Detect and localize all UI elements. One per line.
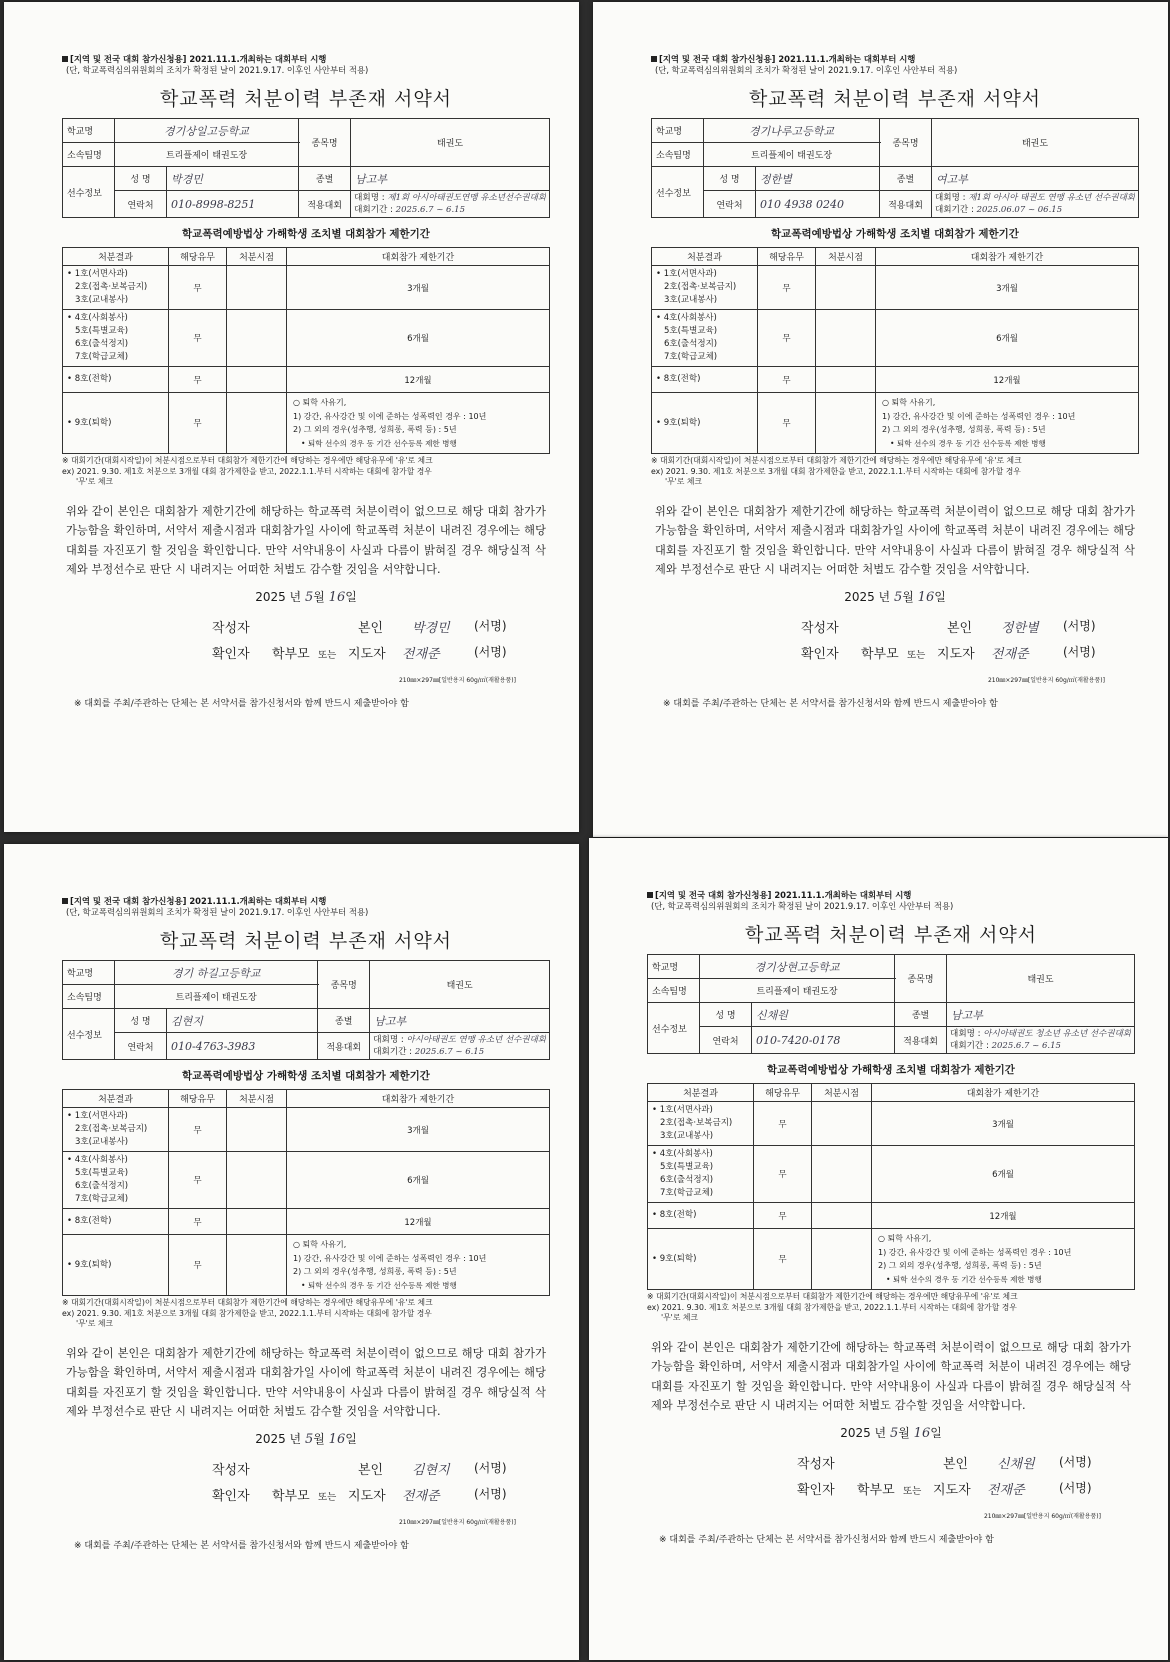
header-time: 처분시점 [816, 248, 876, 266]
pledge-sheet-3 [4, 844, 579, 1660]
contact-label: 연락처 [115, 191, 167, 218]
pledge-sheet-2 [593, 2, 1168, 837]
table-row: • 1호(서면사과) 2호(접촉·보복금지) 3호(교내봉사) 무 3개월 [652, 266, 1139, 310]
coach-label: 지도자 [348, 1488, 386, 1504]
contact-label: 연락처 [115, 1033, 167, 1060]
form-title: 학교폭력 처분이력 부존재 서약서 [744, 924, 1038, 946]
table-row: • 8호(전학) 무 12개월 [63, 1209, 550, 1235]
team-label: 소속팀명 [648, 979, 700, 1003]
school-label: 학교명 [652, 119, 704, 143]
table-row: • 4호(사회봉사) 5호(특별교육) 6호(출석정지) 7호(학급교체) 무 6개월 [63, 1152, 550, 1209]
restriction-subtitle: 학교폭력예방법상 가해학생 조치별 대회참가 제한기간 [767, 1064, 1015, 1076]
restriction-subtitle: 학교폭력예방법상 가해학생 조치별 대회참가 제한기간 [182, 228, 430, 240]
or-label: 또는 [907, 649, 926, 661]
table-row: • 1호(서면사과) 2호(접촉·보복금지) 3호(교내봉사) 무 3개월 [648, 1102, 1135, 1146]
table-row: • 9호(퇴학) 무 ○ 퇴학 사유기, 1) 강간, 유사강간 및 이에 준하는 성폭력인 경우 : 10년 2) 그 외의 경우(성추행, 성희롱, 폭력 등) : 5년 • 퇴학 선수의 경우 동 기간 선수등록 제한 병행 [63, 1235, 550, 1296]
restriction-subtitle: 학교폭력예방법상 가해학생 조치별 대회참가 제한기간 [182, 1070, 430, 1082]
table-row: • 8호(전학) 무 12개월 [63, 367, 550, 393]
player-info-table [651, 118, 1139, 218]
square-bullet-icon [62, 898, 68, 904]
table-row: • 4호(사회봉사) 5호(특별교육) 6호(출석정지) 7호(학급교체) 무 6개월 [63, 310, 550, 367]
applied-contest-value: 대회명 : 아시아태권도 청소년 유소년 선수권대회 대회기간 : 2025.6.7 ~ 6.15 [947, 1027, 1135, 1054]
or-label: 또는 [903, 1485, 922, 1497]
header-limit: 대회참가 제한기간 [287, 248, 550, 266]
header-limit: 대회참가 제한기간 [872, 1084, 1135, 1102]
header-time: 처분시점 [227, 248, 287, 266]
category-value: 남고부 [947, 1003, 1135, 1027]
applied-contest-label: 적용대회 [880, 191, 932, 218]
player-info-label: 선수정보 [648, 1003, 700, 1054]
pledge-date: 2025 년 5월 16일 [844, 589, 946, 605]
pledge-form [647, 890, 1135, 1545]
self-signature: 박경민 [412, 620, 450, 636]
name-label: 성 명 [700, 1003, 752, 1027]
self-label: 본인 [947, 620, 973, 636]
header-result: 처분결과 [63, 1090, 169, 1108]
contact-value: 010 4938 0240 [756, 191, 880, 218]
event-value: 태권도 [351, 119, 550, 167]
pledge-form [651, 54, 1139, 709]
category-label: 종별 [318, 1009, 370, 1033]
restriction-table [651, 247, 1139, 454]
notice-line-2: (단, 학교폭력심의위원회의 조치가 확정된 날이 2021.9.17. 이후인 사안부터 적용) [66, 907, 369, 917]
coach-sign-paren: (서명) [1063, 644, 1096, 659]
team-value: 트리플제이 태권도장 [700, 979, 895, 1003]
self-signature: 신채원 [997, 1456, 1035, 1472]
header-result: 처분결과 [652, 248, 758, 266]
notice-line-2: (단, 학교폭력심의위원회의 조치가 확정된 날이 2021.9.17. 이후인 사안부터 적용) [66, 65, 369, 75]
restriction-table [647, 1083, 1135, 1290]
school-label: 학교명 [63, 119, 115, 143]
table-row: • 4호(사회봉사) 5호(특별교육) 6호(출석정지) 7호(학급교체) 무 6개월 [648, 1146, 1135, 1203]
event-label: 종목명 [895, 955, 947, 1003]
event-label: 종목명 [880, 119, 932, 167]
contact-value: 010-7420-0178 [752, 1027, 895, 1054]
name-label: 성 명 [115, 1009, 167, 1033]
player-info-label: 선수정보 [63, 167, 115, 218]
bottom-note: ※ 대회를 주최/주관하는 단체는 본 서약서를 참가신청서와 함께 반드시 제출받아야 함 [663, 698, 998, 709]
event-value: 태권도 [947, 955, 1135, 1003]
notice-line-2: (단, 학교폭력심의위원회의 조치가 확정된 날이 2021.9.17. 이후인 사안부터 적용) [655, 65, 958, 75]
category-label: 종별 [895, 1003, 947, 1027]
category-label: 종별 [299, 167, 351, 191]
name-value: 박경민 [167, 167, 299, 191]
contact-label: 연락처 [704, 191, 756, 218]
table-row: • 9호(퇴학) 무 ○ 퇴학 사유기, 1) 강간, 유사강간 및 이에 준하는 성폭력인 경우 : 10년 2) 그 외의 경우(성추행, 성희롱, 폭력 등) : 5년 • 퇴학 선수의 경우 동 기간 선수등록 제한 병행 [648, 1229, 1135, 1290]
confirm-label: 확인자 [797, 1482, 835, 1498]
paper-spec: 210㎜×297㎜[일반용지 60g/㎡(재활용품)] [987, 676, 1105, 684]
pledge-text: 위와 같이 본인은 대회참가 제한기간에 해당하는 학교폭력 처분이력이 없으므로 해당 대회 참가가 가능함을 확인하며, 서약서 제출시점과 대회참가일 사이에 학교폭력 처분이 내려진 경우에는 해당대회를 자진포기 할 것임을 확인합니다. 만약 서약내용이 사실과 다름이 밝혀질 경우 해당실적 삭제와 부정선수로 판단 시 내려지는 어떠한 처벌도 감수할 것임을 서약합니다. [651, 1340, 1131, 1412]
header-applicable: 해당유무 [169, 1090, 227, 1108]
header-applicable: 해당유무 [754, 1084, 812, 1102]
pledge-form [62, 896, 550, 1551]
player-info-table [647, 954, 1135, 1054]
table-row: • 8호(전학) 무 12개월 [648, 1203, 1135, 1229]
pledge-text: 위와 같이 본인은 대회참가 제한기간에 해당하는 학교폭력 처분이력이 없으므로 해당 대회 참가가 가능함을 확인하며, 서약서 제출시점과 대회참가일 사이에 학교폭력 처분이 내려진 경우에는 해당대회를 자진포기 할 것임을 확인합니다. 만약 서약내용이 사실과 다름이 밝혀질 경우 해당실적 삭제와 부정선수로 판단 시 내려지는 어떠한 처벌도 감수할 것임을 서약합니다. [655, 504, 1135, 576]
coach-sign-paren: (서명) [474, 644, 507, 659]
form-title: 학교폭력 처분이력 부존재 서약서 [159, 930, 453, 952]
confirm-label: 확인자 [801, 646, 839, 662]
team-value: 트리플제이 태권도장 [704, 143, 880, 167]
restriction-subtitle: 학교폭력예방법상 가해학생 조치별 대회참가 제한기간 [771, 228, 1019, 240]
applied-contest-value: 대회명 : 제1회 아시아태권도연맹 유소년선수권대회 대회기간 : 2025.6.7 ~ 6.15 [351, 191, 550, 218]
bottom-note: ※ 대회를 주최/주관하는 단체는 본 서약서를 참가신청서와 함께 반드시 제출받아야 함 [74, 1540, 409, 1551]
self-label: 본인 [358, 1462, 384, 1478]
pledge-date: 2025 년 5월 16일 [840, 1425, 942, 1441]
parent-label: 학부모 [861, 646, 899, 662]
signature-block [651, 617, 1139, 675]
school-label: 학교명 [648, 955, 700, 979]
parent-label: 학부모 [272, 646, 310, 662]
school-value: 경기상일고등학교 [115, 119, 299, 143]
self-sign-paren: (서명) [474, 1460, 507, 1475]
square-bullet-icon [62, 56, 68, 62]
event-label: 종목명 [318, 961, 370, 1009]
signature-block [647, 1453, 1135, 1511]
header-time: 처분시점 [227, 1090, 287, 1108]
notice-line-1: [지역 및 전국 대회 참가신청용] 2021.11.1.개최하는 대회부터 시행 [62, 896, 550, 907]
applied-contest-label: 적용대회 [299, 191, 351, 218]
name-value: 신채원 [752, 1003, 895, 1027]
contact-value: 010-4763-3983 [167, 1033, 318, 1060]
school-label: 학교명 [63, 961, 115, 985]
table-row: • 9호(퇴학) 무 ○ 퇴학 사유기, 1) 강간, 유사강간 및 이에 준하는 성폭력인 경우 : 10년 2) 그 외의 경우(성추행, 성희롱, 폭력 등) : 5년 • 퇴학 선수의 경우 동 기간 선수등록 제한 병행 [652, 393, 1139, 454]
self-sign-paren: (서명) [1059, 1454, 1092, 1469]
footnote: ※ 대회기간(대회시작일)이 처분시점으로부터 대회참가 제한기간에 해당하는 경우에만 해당유무에 '유'로 체크 ex) 2021. 9.30. 제1호 처분으로 3개월 대회 참가제한을 받고, 2022.1.1.부터 시작하는 대회에 참가할 경우 '무'로 체크 [651, 456, 1022, 486]
parent-label: 학부모 [857, 1482, 895, 1498]
author-label: 작성자 [797, 1456, 835, 1472]
name-label: 성 명 [115, 167, 167, 191]
footnote: ※ 대회기간(대회시작일)이 처분시점으로부터 대회참가 제한기간에 해당하는 경우에만 해당유무에 '유'로 체크 ex) 2021. 9.30. 제1호 처분으로 3개월 대회 참가제한을 받고, 2022.1.1.부터 시작하는 대회에 참가할 경우 '무'로 체크 [647, 1292, 1018, 1322]
header-limit: 대회참가 제한기간 [287, 1090, 550, 1108]
table-row: • 1호(서면사과) 2호(접촉·보복금지) 3호(교내봉사) 무 3개월 [63, 1108, 550, 1152]
paper-spec: 210㎜×297㎜[일반용지 60g/㎡(재활용품)] [398, 1518, 516, 1526]
parent-label: 학부모 [272, 1488, 310, 1504]
notice-line-2: (단, 학교폭력심의위원회의 조치가 확정된 날이 2021.9.17. 이후인 사안부터 적용) [651, 901, 954, 911]
self-signature: 정한별 [1001, 620, 1039, 636]
team-label: 소속팀명 [63, 143, 115, 167]
notice-line-1: [지역 및 전국 대회 참가신청용] 2021.11.1.개최하는 대회부터 시행 [647, 890, 1135, 901]
table-row: • 9호(퇴학) 무 ○ 퇴학 사유기, 1) 강간, 유사강간 및 이에 준하는 성폭력인 경우 : 10년 2) 그 외의 경우(성추행, 성희롱, 폭력 등) : 5년 • 퇴학 선수의 경우 동 기간 선수등록 제한 병행 [63, 393, 550, 454]
table-row: • 4호(사회봉사) 5호(특별교육) 6호(출석정지) 7호(학급교체) 무 6개월 [652, 310, 1139, 367]
pledge-date: 2025 년 5월 16일 [255, 589, 357, 605]
team-value: 트리플제이 태권도장 [115, 143, 299, 167]
footnote: ※ 대회기간(대회시작일)이 처분시점으로부터 대회참가 제한기간에 해당하는 경우에만 해당유무에 '유'로 체크 ex) 2021. 9.30. 제1호 처분으로 3개월 대회 참가제한을 받고, 2022.1.1.부터 시작하는 대회에 참가할 경우 '무'로 체크 [62, 456, 433, 486]
coach-label: 지도자 [937, 646, 975, 662]
header-result: 처분결과 [648, 1084, 754, 1102]
name-value: 정한별 [756, 167, 880, 191]
school-value: 경기나루고등학교 [704, 119, 880, 143]
notice-line-1: [지역 및 전국 대회 참가신청용] 2021.11.1.개최하는 대회부터 시행 [62, 54, 550, 65]
category-value: 남고부 [351, 167, 550, 191]
self-signature: 김현지 [412, 1462, 450, 1478]
signature-block [62, 617, 550, 675]
self-label: 본인 [358, 620, 384, 636]
team-label: 소속팀명 [63, 985, 115, 1009]
pledge-text: 위와 같이 본인은 대회참가 제한기간에 해당하는 학교폭력 처분이력이 없으므로 해당 대회 참가가 가능함을 확인하며, 서약서 제출시점과 대회참가일 사이에 학교폭력 처분이 내려진 경우에는 해당대회를 자진포기 할 것임을 확인합니다. 만약 서약내용이 사실과 다름이 밝혀질 경우 해당실적 삭제와 부정선수로 판단 시 내려지는 어떠한 처벌도 감수할 것임을 서약합니다. [66, 504, 546, 576]
self-sign-paren: (서명) [474, 618, 507, 633]
header-applicable: 해당유무 [758, 248, 816, 266]
self-label: 본인 [943, 1456, 969, 1472]
applied-contest-label: 적용대회 [895, 1027, 947, 1054]
bottom-note: ※ 대회를 주최/주관하는 단체는 본 서약서를 참가신청서와 함께 반드시 제출받아야 함 [659, 1534, 994, 1545]
form-title: 학교폭력 처분이력 부존재 서약서 [748, 88, 1042, 110]
author-label: 작성자 [212, 620, 250, 636]
self-sign-paren: (서명) [1063, 618, 1096, 633]
player-info-table [62, 118, 550, 218]
header-limit: 대회참가 제한기간 [876, 248, 1139, 266]
paper-spec: 210㎜×297㎜[일반용지 60g/㎡(재활용품)] [398, 676, 516, 684]
confirm-label: 확인자 [212, 1488, 250, 1504]
or-label: 또는 [318, 649, 337, 661]
restriction-table [62, 1089, 550, 1296]
bottom-note: ※ 대회를 주최/주관하는 단체는 본 서약서를 참가신청서와 함께 반드시 제출받아야 함 [74, 698, 409, 709]
author-label: 작성자 [801, 620, 839, 636]
school-value: 경기상현고등학교 [700, 955, 895, 979]
header-applicable: 해당유무 [169, 248, 227, 266]
author-label: 작성자 [212, 1462, 250, 1478]
paper-spec: 210㎜×297㎜[일반용지 60g/㎡(재활용품)] [983, 1512, 1101, 1520]
coach-signature: 전재준 [402, 646, 440, 662]
table-row: • 8호(전학) 무 12개월 [652, 367, 1139, 393]
square-bullet-icon [647, 892, 653, 898]
contact-value: 010-8998-8251 [167, 191, 299, 218]
confirm-label: 확인자 [212, 646, 250, 662]
team-value: 트리플제이 태권도장 [115, 985, 318, 1009]
category-value: 남고부 [370, 1009, 550, 1033]
school-value: 경기 하길고등학교 [115, 961, 318, 985]
restriction-table [62, 247, 550, 454]
applied-contest-value: 대회명 : 제1회 아시아 태권도 연맹 유소년 선수권대회 대회기간 : 2025.06.07 ~ 06.15 [932, 191, 1139, 218]
coach-sign-paren: (서명) [474, 1486, 507, 1501]
category-value: 여고부 [932, 167, 1139, 191]
notice-line-1: [지역 및 전국 대회 참가신청용] 2021.11.1.개최하는 대회부터 시행 [651, 54, 1139, 65]
form-title: 학교폭력 처분이력 부존재 서약서 [159, 88, 453, 110]
coach-label: 지도자 [348, 646, 386, 662]
name-value: 김현지 [167, 1009, 318, 1033]
coach-label: 지도자 [933, 1482, 971, 1498]
team-label: 소속팀명 [652, 143, 704, 167]
player-info-label: 선수정보 [63, 1009, 115, 1060]
or-label: 또는 [318, 1491, 337, 1503]
player-info-label: 선수정보 [652, 167, 704, 218]
contact-label: 연락처 [700, 1027, 752, 1054]
table-row: • 1호(서면사과) 2호(접촉·보복금지) 3호(교내봉사) 무 3개월 [63, 266, 550, 310]
pledge-form [62, 54, 550, 709]
name-label: 성 명 [704, 167, 756, 191]
coach-signature: 전재준 [987, 1482, 1025, 1498]
event-value: 태권도 [932, 119, 1139, 167]
coach-sign-paren: (서명) [1059, 1480, 1092, 1495]
header-result: 처분결과 [63, 248, 169, 266]
category-label: 종별 [880, 167, 932, 191]
applied-contest-label: 적용대회 [318, 1033, 370, 1060]
footnote: ※ 대회기간(대회시작일)이 처분시점으로부터 대회참가 제한기간에 해당하는 경우에만 해당유무에 '유'로 체크 ex) 2021. 9.30. 제1호 처분으로 3개월 대회 참가제한을 받고, 2022.1.1.부터 시작하는 대회에 참가할 경우 '무'로 체크 [62, 1298, 433, 1328]
pledge-sheet-1 [4, 2, 579, 832]
applied-contest-value: 대회명 : 아시아태권도 연맹 유소년 선수권대회 대회기간 : 2025.6.7 ~ 6.15 [370, 1033, 550, 1060]
pledge-sheet-4 [589, 838, 1168, 1660]
coach-signature: 전재준 [402, 1488, 440, 1504]
event-label: 종목명 [299, 119, 351, 167]
pledge-date: 2025 년 5월 16일 [255, 1431, 357, 1447]
square-bullet-icon [651, 56, 657, 62]
pledge-text: 위와 같이 본인은 대회참가 제한기간에 해당하는 학교폭력 처분이력이 없으므로 해당 대회 참가가 가능함을 확인하며, 서약서 제출시점과 대회참가일 사이에 학교폭력 처분이 내려진 경우에는 해당대회를 자진포기 할 것임을 확인합니다. 만약 서약내용이 사실과 다름이 밝혀질 경우 해당실적 삭제와 부정선수로 판단 시 내려지는 어떠한 처벌도 감수할 것임을 서약합니다. [66, 1346, 546, 1418]
event-value: 태권도 [370, 961, 550, 1009]
signature-block [62, 1459, 550, 1517]
coach-signature: 전재준 [991, 646, 1029, 662]
header-time: 처분시점 [812, 1084, 872, 1102]
player-info-table [62, 960, 550, 1060]
